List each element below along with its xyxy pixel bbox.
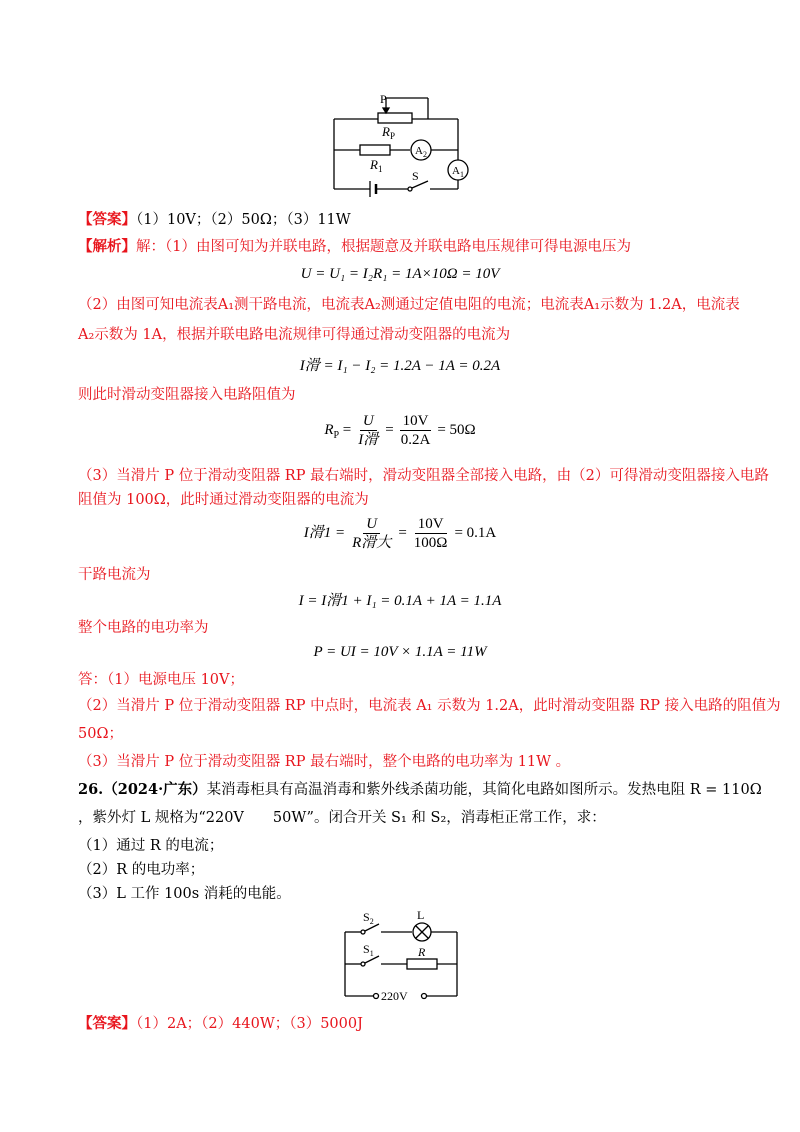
final-answer-line1: 答：（1）电源电压 10V； [78, 672, 245, 688]
label-r1-sub: 1 [377, 164, 383, 174]
svg-text:S2 [363, 910, 374, 926]
label-a2-sub: 2 [422, 150, 427, 159]
circuit-diagram-1 [320, 92, 480, 202]
part2-line2: A₂示数为 1A，根据并联电路电流规律可得通过滑动变阻器的电流为 [78, 327, 511, 343]
eq3-lhs: R [324, 421, 334, 438]
equation-6: P = UI = 10V × 1.1A = 11W [313, 644, 487, 660]
eq3-frac-2 [398, 412, 434, 449]
label-p: P [380, 92, 387, 106]
part3-line1: （3）当滑片 P 位于滑动变阻器 RP 最右端时，滑动变阻器全部接入电路，由（2）可得滑动变阻器接入电路 [78, 468, 769, 484]
answer-text: （1）10V；（2）50Ω；（3）11W [136, 212, 351, 228]
part2-line1: （2）由图可知电流表A₁测干路电流，电流表A₂测通过定值电阻的电流；电流表A₁示数为 1.2A，电流表 [78, 297, 740, 313]
eq4-num2: 10V [415, 515, 447, 534]
label-s1-sub: 1 [369, 949, 374, 958]
label-l: L [417, 910, 425, 922]
answer-tag: 【答案】 [78, 211, 136, 228]
svg-text:RP [381, 124, 395, 141]
equation-1: U = U₁ = I₂R₁ = 1A×10Ω = 10V [300, 266, 500, 282]
eq4-rhs: = 0.1A [454, 524, 497, 541]
analysis-tag: 【解析】 [78, 238, 136, 255]
part3-line4: 整个电路的电功率为 [78, 620, 209, 636]
q25-answer [78, 210, 351, 230]
q26-answer [78, 1014, 363, 1034]
equation-3: $R_P$ = $\frac{U}{\text{I滑}}$ = $\frac{10V}{0.2A}$ = 50Ω [324, 413, 476, 448]
eq4-frac-2 [411, 515, 451, 552]
label-a1-sub: 1 [459, 170, 464, 179]
q26-answer-tag: 【答案】 [78, 1015, 136, 1032]
equation-4: I滑1 = $\frac{U}{\text{R滑大}}$ = $\frac{10V}{100\Omega}$ = 0.1A [303, 516, 497, 551]
part3-line2: 阻值为 100Ω，此时通过滑动变阻器的电流为 [78, 492, 369, 508]
q26-sub3: （3）L 工作 100s 消耗的电能。 [78, 886, 291, 902]
eq4-den1: R滑大 [352, 535, 392, 551]
eq3-den1: I滑 [358, 432, 379, 448]
eq4-frac-1 [349, 515, 394, 552]
q26-sub2: （2）R 的电功率； [78, 862, 205, 878]
q25-analysis-intro [78, 237, 631, 257]
eq3-num1: U [360, 412, 377, 431]
eq3-rhs: = 50Ω [437, 421, 476, 438]
label-a2: A [415, 145, 423, 157]
svg-text:S1 [363, 942, 374, 958]
q26-stem-line1 [78, 780, 762, 800]
equation-2: I滑 = I₁ − I₂ = 1.2A − 1A = 0.2A [299, 358, 501, 374]
eq4-num1: U [363, 515, 380, 534]
eq3-num2: 10V [400, 412, 432, 431]
final-answer-line4: （3）当滑片 P 位于滑动变阻器 RP 最右端时，整个电路的电功率为 11W 。 [78, 754, 571, 770]
label-r1: R [370, 157, 378, 172]
eq3-frac-1 [355, 412, 381, 449]
final-answer-line3: 50Ω； [78, 726, 123, 742]
label-rp: R [382, 124, 390, 139]
part3-line3: 干路电流为 [78, 567, 151, 583]
circuit-diagram-2 [335, 910, 465, 1005]
label-s2: S [363, 910, 370, 924]
eq3-den2: 0.2A [400, 432, 431, 448]
label-r: R [418, 945, 426, 959]
q26-stem-text: 某消毒柜具有高温消毒和紫外线杀菌功能，其简化电路如图所示。发热电阻 R = 110Ω [206, 782, 762, 798]
q26-sub1: （1）通过 R 的电流； [78, 838, 224, 854]
part2-line3: 则此时滑动变阻器接入电路阻值为 [78, 387, 296, 403]
label-s1: S [363, 942, 370, 956]
q26-answer-text: （1）2A；（2）440W；（3）5000J [136, 1016, 363, 1032]
label-a1: A [452, 165, 460, 177]
analysis-intro-text: 解：（1）由图可知为并联电路，根据题意及并联电路电压规律可得电源电压为 [136, 239, 631, 255]
eq4-lhs: I滑1 = [303, 524, 346, 541]
label-s2-sub: 2 [369, 917, 374, 926]
svg-text:R1 [369, 157, 382, 174]
label-220v: 220V [381, 989, 408, 1003]
final-answer-line2: （2）当滑片 P 位于滑动变阻器 RP 中点时，电流表 A₁ 示数为 1.2A，此时滑动变阻器 RP 接入电路的阻值为 [78, 698, 781, 714]
q26-source: （2024·广东） [103, 781, 207, 798]
equation-5: I = I滑1 + I₁ = 0.1A + 1A = 1.1A [298, 593, 502, 609]
eq4-den2: 100Ω [413, 535, 448, 551]
label-s: S [412, 169, 419, 183]
q26-stem-line2: ，紫外灯 L 规格为“220V 50W”。闭合开关 S₁ 和 S₂，消毒柜正常工作，求： [78, 810, 606, 826]
eq3-lhs-sub: P [333, 429, 340, 441]
q26-number: 26. [78, 781, 104, 798]
label-rp-sub: P [389, 131, 395, 141]
